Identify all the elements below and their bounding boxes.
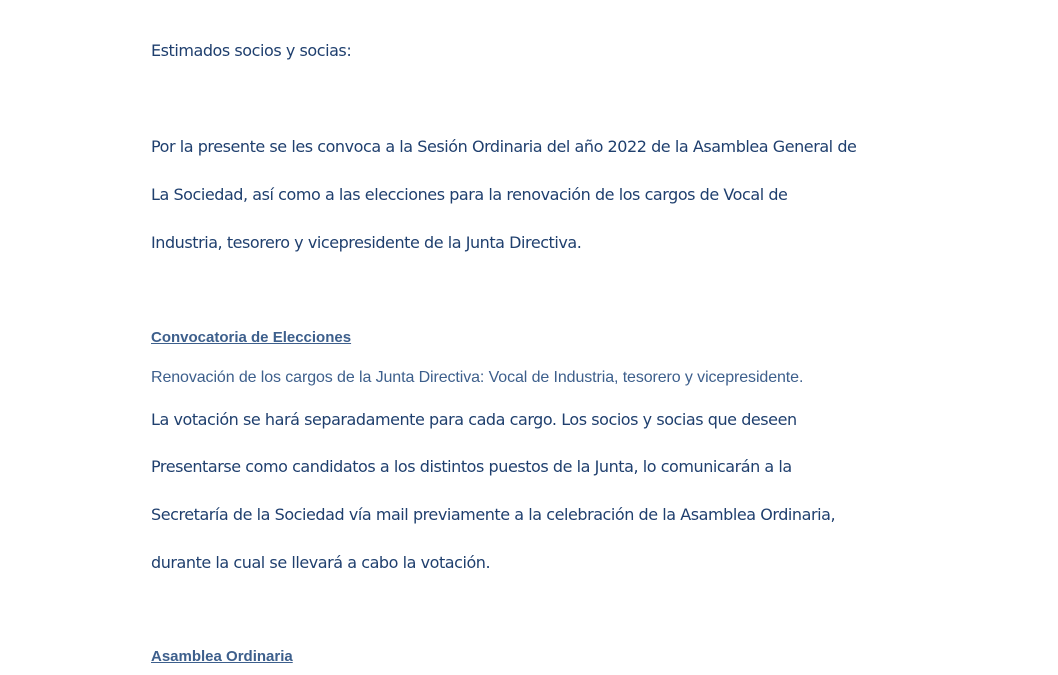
intro-line-3: Industria, tesorero y vicepresidente de la Junta Directiva. (151, 233, 582, 252)
elections-body-line-3: Secretaría de la Sociedad vía mail previamente a la celebración de la Asamblea Ordinaria, (151, 505, 836, 524)
intro-line-2: La Sociedad, así como a las elecciones para la renovación de los cargos de Vocal de (151, 185, 788, 204)
elections-body-line-4: durante la cual se llevará a cabo la votación. (151, 553, 491, 572)
intro-line-1: Por la presente se les convoca a la Sesión Ordinaria del año 2022 de la Asamblea General de (151, 137, 857, 156)
elections-summary: Renovación de los cargos de la Junta Directiva: Vocal de Industria, tesorero y vicepresidente. (151, 369, 804, 386)
elections-body-line-2: Presentarse como candidatos a los distintos puestos de la Junta, lo comunicarán a la (151, 457, 792, 476)
elections-body-line-1: La votación se hará separadamente para cada cargo. Los socios y socias que deseen (151, 410, 797, 429)
greeting: Estimados socios y socias: (151, 41, 352, 60)
assembly-heading: Asamblea Ordinaria (151, 648, 293, 665)
elections-heading: Convocatoria de Elecciones (151, 329, 352, 346)
